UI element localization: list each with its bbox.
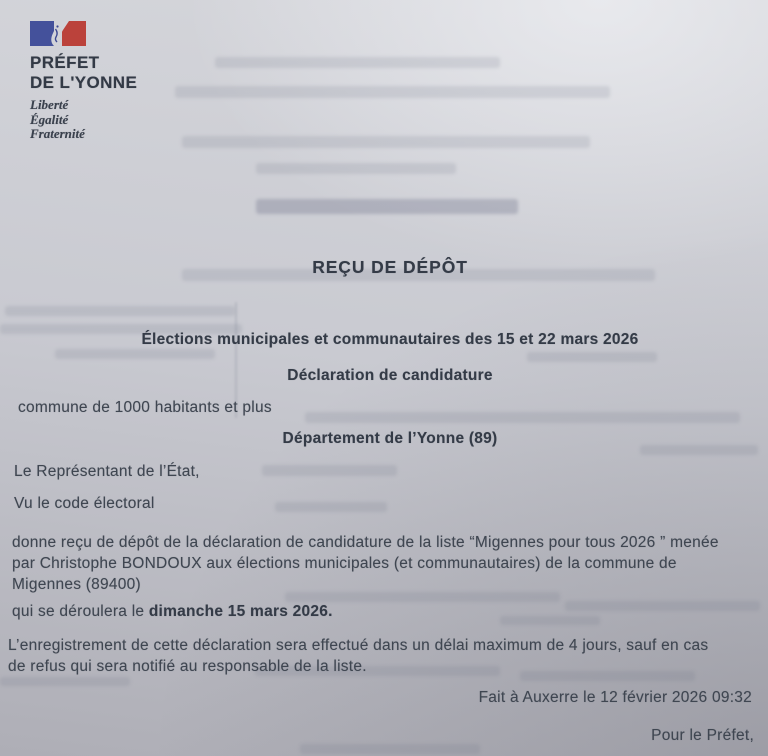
national-motto: [30, 98, 137, 142]
bleed-through-line: [215, 57, 500, 68]
state-representative-line: Le Représentant de l’État,: [14, 463, 200, 480]
receipt-body-line: par Christophe BONDOUX aux élections municipales (et communautaires) de la commune de: [12, 555, 677, 572]
document-title: REÇU DE DÉPÔT: [312, 257, 468, 277]
commune-type: commune de 1000 habitants et plus: [18, 399, 272, 416]
marianne-logo: [30, 20, 88, 48]
letterhead: [30, 20, 137, 142]
registration-notice: [8, 635, 708, 677]
department-line: Département de l’Yonne (89): [282, 430, 498, 447]
bleed-through-line: [5, 306, 235, 316]
election-header: Élections municipales et communautaires des 15 et 22 mars 2026: [141, 331, 639, 348]
bleed-through-line: [182, 136, 590, 148]
bleed-through-line: [500, 616, 600, 625]
receipt-body-line: Migennes (89400): [12, 576, 141, 593]
bleed-through-line: [305, 412, 740, 423]
motto-liberte: Liberté: [30, 97, 69, 112]
bleed-through-line: [300, 744, 480, 754]
bleed-through-line: [256, 199, 518, 214]
signature-line: Pour le Préfet,: [651, 727, 754, 744]
receipt-body: [12, 532, 719, 595]
prefecture-name-line2: DE L'YONNE: [30, 73, 138, 92]
bleed-through-line: [565, 601, 760, 611]
prefecture-name-line1: PRÉFET: [30, 53, 100, 72]
issued-at-line: Fait à Auxerre le 12 février 2026 09:32: [478, 689, 752, 706]
bleed-through-line: [0, 677, 130, 686]
document-subtitle: Déclaration de candidature: [287, 367, 493, 384]
bleed-through-line: [256, 163, 456, 174]
bleed-through-line: [55, 349, 215, 359]
election-date-prefix: qui se déroulera le: [12, 603, 149, 620]
motto-egalite: Égalité: [30, 111, 69, 127]
bleed-through-line: [175, 86, 610, 98]
legal-basis-line: Vu le code électoral: [14, 495, 155, 512]
bleed-through-line: [275, 502, 387, 512]
receipt-body-line: donne reçu de dépôt de la déclaration de candidature de la liste “Migennes pour tous 2026 ” menée: [12, 534, 719, 551]
election-date: dimanche 15 mars 2026.: [148, 603, 333, 620]
bleed-through-line: [262, 465, 397, 476]
motto-fraternite: Fraternité: [30, 126, 85, 141]
election-date-line: [12, 603, 333, 621]
registration-notice-line: L’enregistrement de cette déclaration sera effectué dans un délai maximum de 4 jours, sauf en cas: [8, 637, 709, 654]
bleed-through-line: [527, 352, 657, 362]
registration-notice-line: de refus qui sera notifié au responsable de la liste.: [8, 658, 367, 675]
